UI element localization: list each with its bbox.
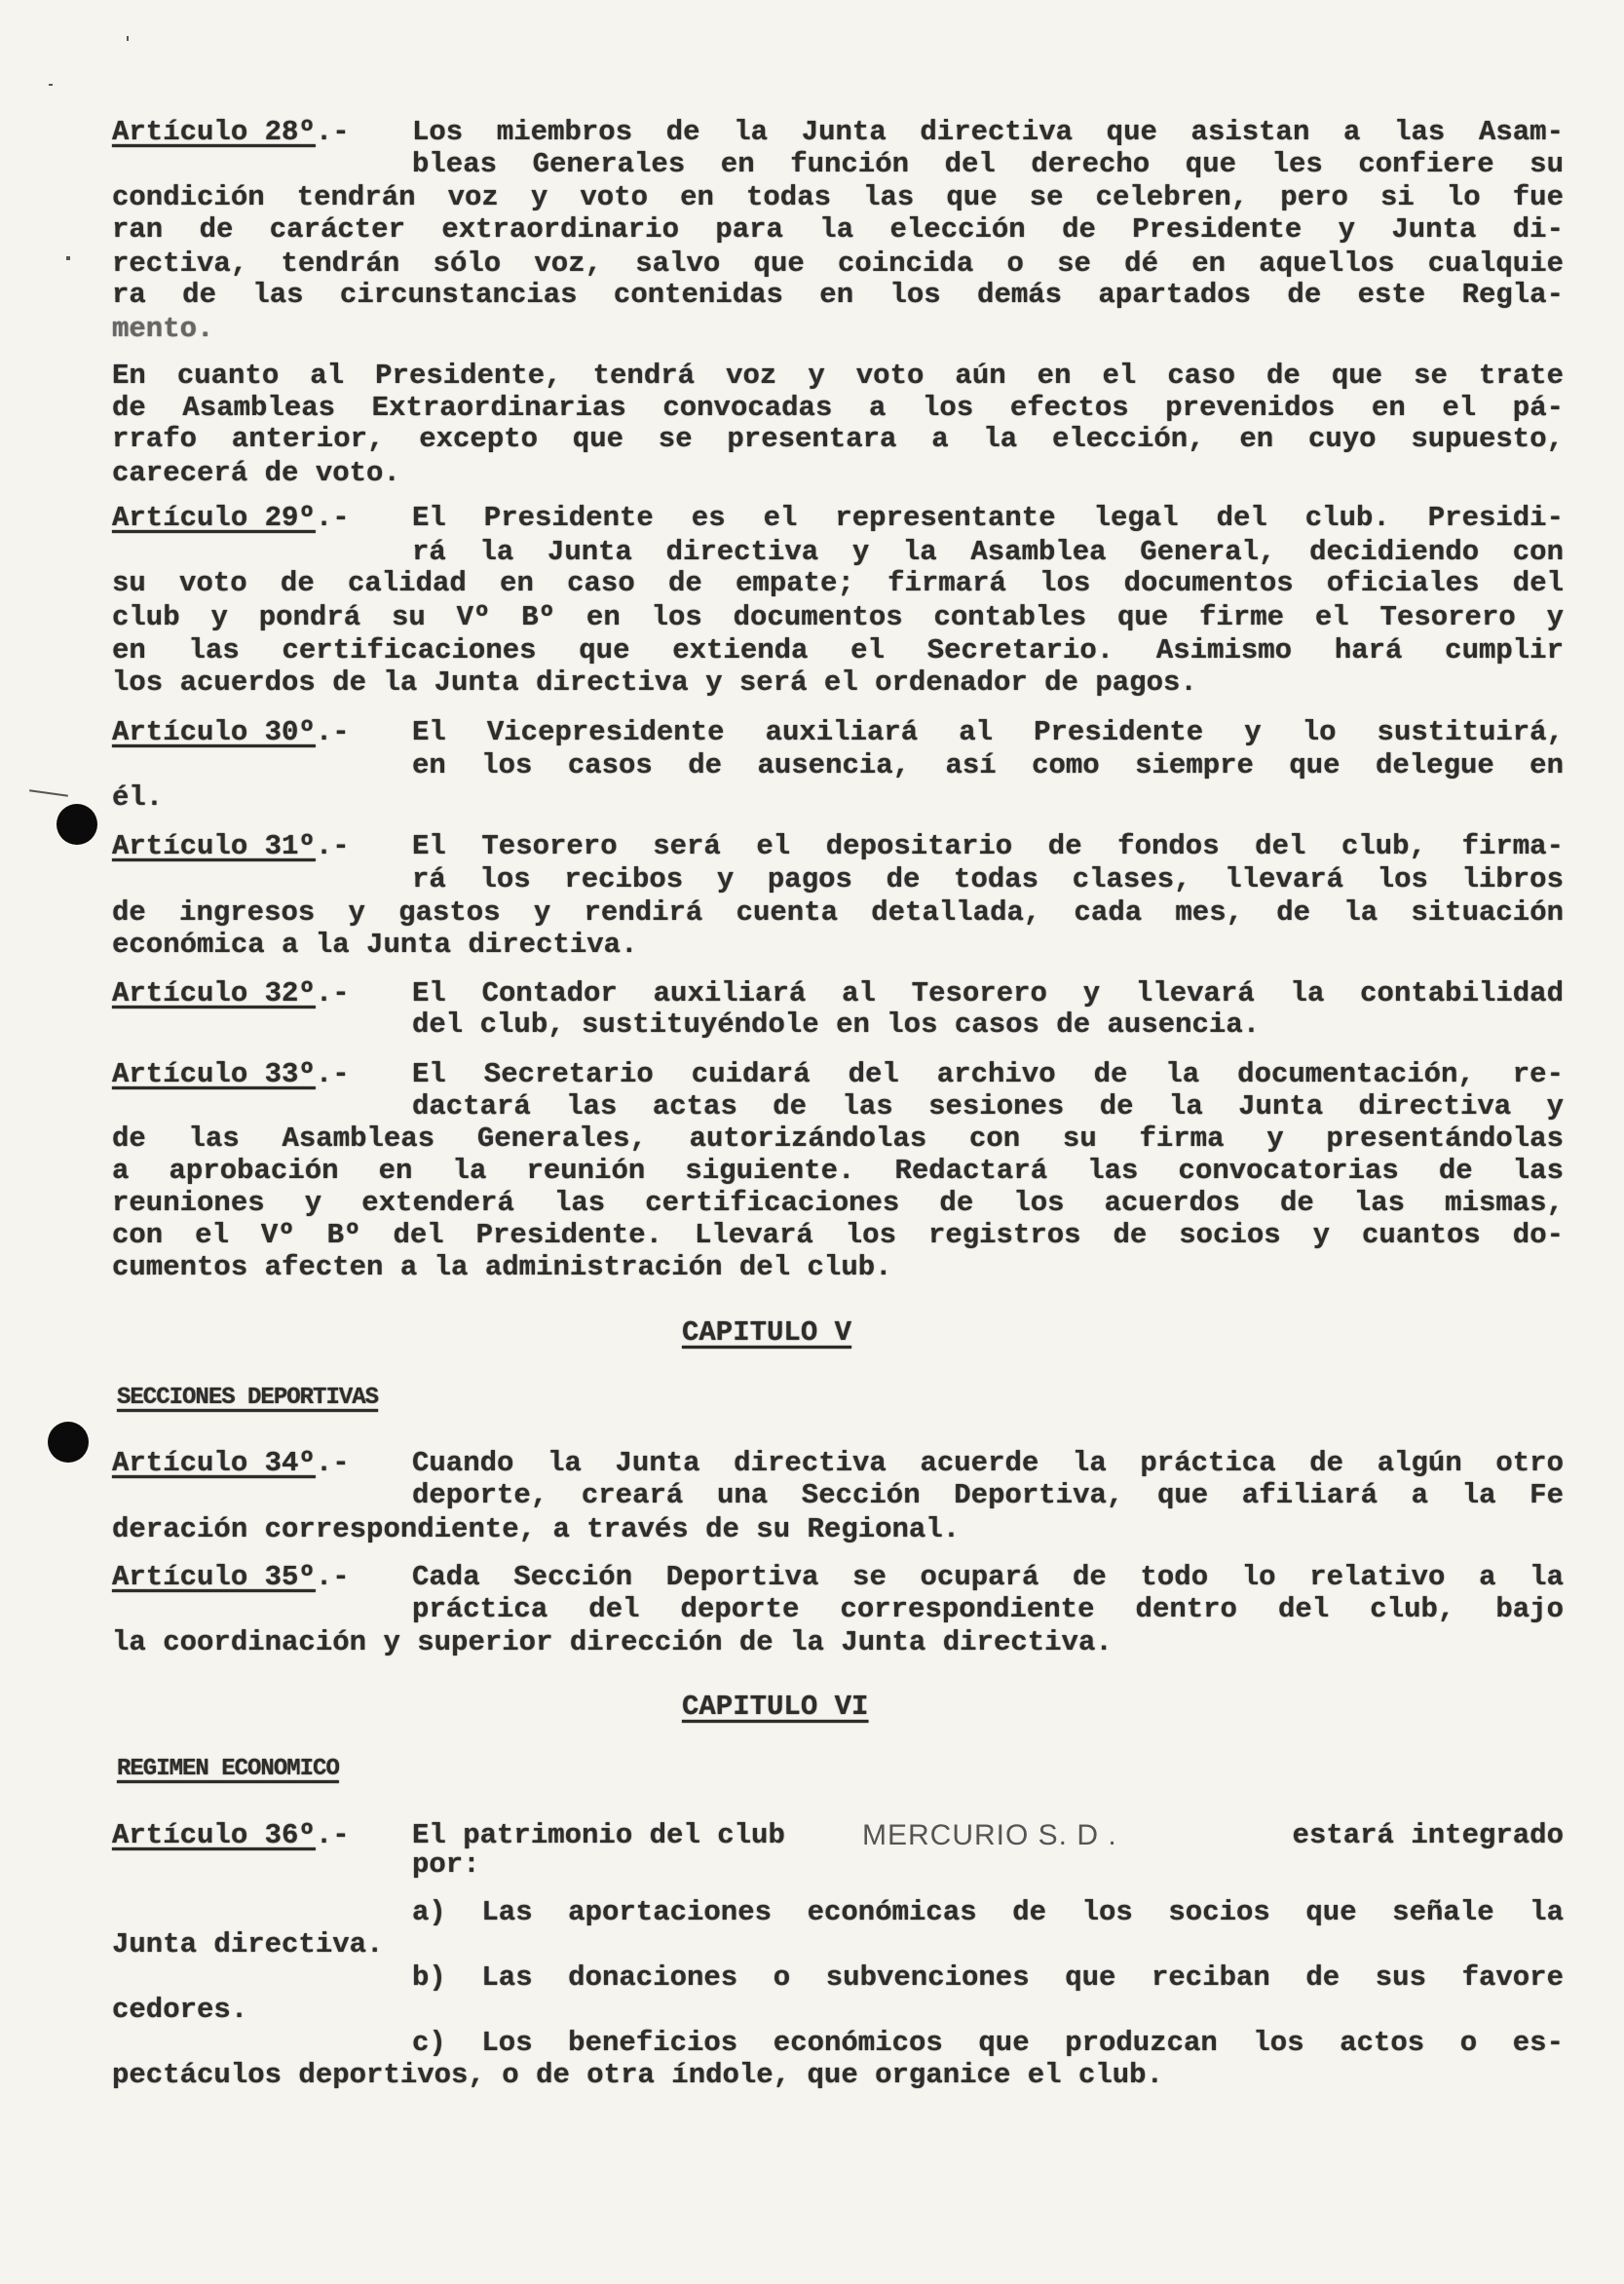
document-line: en las certificaciones que extienda el Secretario. Asimismo hará cumplir: [112, 634, 1564, 666]
document-line: condición tendrán voz y voto en todas las que se celebren, pero si lo fue: [112, 181, 1564, 213]
document-line: rá la Junta directiva y la Asamblea General, decidiendo con: [412, 536, 1564, 568]
document-line: ran de carácter extraordinario para la elección de Presidente y Junta di-: [112, 213, 1564, 246]
document-line: él.: [112, 781, 164, 814]
article-number: Artículo 32º: [112, 977, 316, 1009]
document-line: los acuerdos de la Junta directiva y será el ordenador de pagos.: [112, 666, 1197, 699]
document-line: c) Los beneficios económicos que produzcan los actos o es-: [412, 2027, 1564, 2059]
document-line: Los miembros de la Junta directiva que asistan a las Asam-: [412, 116, 1564, 148]
pencil-mark: [29, 789, 68, 797]
article-label: [112, 1058, 350, 1091]
document-line: deración correspondiente, a través de su Regional.: [112, 1513, 961, 1545]
document-line: a aprobación en la reunión siguiente. Redactará las convocatorias de las: [112, 1155, 1564, 1187]
section-heading: REGIMEN ECONOMICO: [117, 1756, 339, 1782]
document-line: El Tesorero será el depositario de fondos del club, firma-: [412, 830, 1564, 862]
article-suffix: .-: [315, 502, 350, 534]
document-line: mento.: [112, 313, 214, 345]
document-line: en los casos de ausencia, así como siempre que delegue en: [412, 749, 1564, 781]
document-line: Cada Sección Deportiva se ocupará de todo lo relativo a la: [412, 1561, 1564, 1593]
article-label: [112, 1819, 350, 1852]
article-number: Artículo 35º: [112, 1561, 316, 1593]
article-number: Artículo 31º: [112, 830, 316, 862]
document-line: En cuanto al Presidente, tendrá voz y voto aún en el caso de que se trate: [112, 360, 1564, 392]
document-line: práctica del deporte correspondiente dentro del club, bajo: [412, 1593, 1564, 1625]
club-name-stamp: MERCURIO S. D .: [862, 1819, 1117, 1851]
line-text: estará integrado: [1292, 1819, 1564, 1851]
document-line: pectáculos deportivos, o de otra índole, que organice el club.: [112, 2059, 1163, 2091]
document-line: de las Asambleas Generales, autorizándolas con su firma y presentándolas: [112, 1123, 1564, 1155]
speck-mark: [49, 84, 53, 86]
document-line: a) Las aportaciones económicas de los socios que señale la: [412, 1896, 1564, 1928]
speck-mark: [127, 36, 129, 41]
document-line: del club, sustituyéndole en los casos de ausencia.: [412, 1009, 1261, 1041]
article-label: [112, 977, 350, 1010]
article-label: [112, 1561, 350, 1594]
article-label: [112, 1447, 350, 1480]
document-line: ra de las circunstancias contenidas en los demás apartados de este Regla-: [112, 279, 1564, 311]
document-line: El Secretario cuidará del archivo de la documentación, re-: [412, 1058, 1564, 1090]
document-line: reuniones y extenderá las certificaciones de los acuerdos de las mismas,: [112, 1187, 1564, 1219]
article-suffix: .-: [315, 716, 350, 748]
document-line: económica a la Junta directiva.: [112, 929, 638, 961]
chapter-heading: CAPITULO V: [682, 1316, 852, 1349]
document-line: b) Las donaciones o subvenciones que reciban de sus favore: [412, 1961, 1564, 1994]
document-line: Cuando la Junta directiva acuerde la práctica de algún otro: [412, 1447, 1564, 1479]
document-line: rectiva, tendrán sólo voz, salvo que coincida o se dé en aquellos cualquie: [112, 247, 1564, 280]
article-label: [112, 716, 350, 749]
article-label: [112, 116, 350, 149]
article-suffix: .-: [315, 977, 350, 1009]
document-line: la coordinación y superior dirección de la Junta directiva.: [112, 1626, 1113, 1658]
article-suffix: .-: [315, 116, 350, 148]
section-heading: SECCIONES DEPORTIVAS: [117, 1385, 379, 1411]
article-suffix: .-: [315, 1058, 350, 1090]
document-line: Junta directiva.: [112, 1928, 384, 1960]
chapter-heading: CAPITULO VI: [682, 1691, 869, 1723]
document-line: deporte, creará una Sección Deportiva, que afiliará a la Fe: [412, 1479, 1564, 1511]
article-label: [112, 502, 350, 535]
punch-hole: [57, 804, 97, 845]
article-suffix: .-: [315, 1561, 350, 1593]
document-line: bleas Generales en función del derecho que les confiere su: [412, 148, 1564, 180]
document-line: dactará las actas de las sesiones de la Junta directiva y: [412, 1090, 1564, 1123]
document-line: El Vicepresidente auxiliará al Presidente y lo sustituirá,: [412, 716, 1564, 748]
punch-hole: [48, 1422, 89, 1463]
document-line: cedores.: [112, 1994, 248, 2026]
article-number: Artículo 36º: [112, 1819, 316, 1851]
article-label: [112, 830, 350, 863]
document-line: con el Vº Bº del Presidente. Llevará los registros de socios y cuantos do-: [112, 1219, 1564, 1251]
speck-mark: [66, 256, 70, 260]
document-line: El Presidente es el representante legal del club. Presidi-: [412, 502, 1564, 534]
article-number: Artículo 33º: [112, 1058, 316, 1090]
document-line: cumentos afecten a la administración del club.: [112, 1251, 892, 1283]
article-number: Artículo 30º: [112, 716, 316, 748]
document-line: carecerá de voto.: [112, 457, 400, 489]
article-suffix: .-: [315, 830, 350, 862]
document-line: El Contador auxiliará al Tesorero y llevará la contabilidad: [412, 977, 1564, 1009]
article-number: Artículo 29º: [112, 502, 316, 534]
document-line: de Asambleas Extraordinarias convocadas a los efectos prevenidos en el pá-: [112, 392, 1564, 424]
article-suffix: .-: [315, 1447, 350, 1479]
document-line: de ingresos y gastos y rendirá cuenta detallada, cada mes, de la situación: [112, 896, 1564, 929]
document-line: su voto de calidad en caso de empate; firmará los documentos oficiales del: [112, 567, 1564, 599]
document-line: club y pondrá su Vº Bº en los documentos contables que firme el Tesorero y: [112, 601, 1564, 633]
document-line: por:: [412, 1848, 480, 1881]
article-suffix: .-: [315, 1819, 350, 1851]
document-line: rrafo anterior, excepto que se presentara a la elección, en cuyo supuesto,: [112, 423, 1564, 455]
line-text: El patrimonio del club: [412, 1819, 785, 1851]
article-number: Artículo 28º: [112, 116, 316, 148]
article-number: Artículo 34º: [112, 1447, 316, 1479]
document-line: rá los recibos y pagos de todas clases, llevará los libros: [412, 863, 1564, 895]
